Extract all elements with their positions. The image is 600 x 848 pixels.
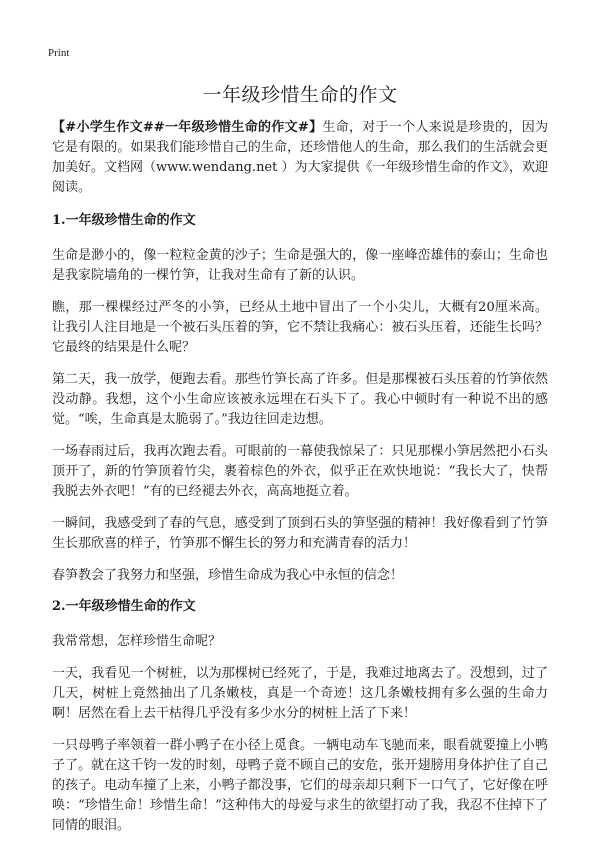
intro-tag: 【#小学生作文##一年级珍惜生命的作文#】 bbox=[52, 120, 323, 135]
paragraph: 春笋教会了我努力和坚强，珍惜生命成为我心中永恒的信念！ bbox=[52, 568, 404, 583]
section-heading: 2.一年级珍惜生命的作文 bbox=[52, 599, 196, 614]
section-2 bbox=[52, 598, 548, 836]
paragraph: 一瞬间，我感受到了春的气息，感受到了顶到石头的笋坚强的精神！我好像看到了竹笋生长那欣喜的样子，竹笋那不懈生长的努力和充满青春的活力！ bbox=[52, 516, 548, 551]
paragraph: 一只母鸭子率领着一群小鸭子在小径上觅食。一辆电动车飞驰而来，眼看就要撞上小鸭子了。就在这千钧一发的时刻，母鸭子竟不顾自己的安危，张开翅膀用身体护住了自己的孩子。电动车撞了上来，小鸭子都没事，它们的母亲却只剩下一口气了，它好像在呼唤：“珍惜生命！珍惜生命！”这种伟大的母爱与求生的欲望打动了我，我忍不住掉下了同情的眼泪。 bbox=[52, 738, 548, 833]
intro-paragraph bbox=[52, 118, 548, 198]
section-heading: 1.一年级珍惜生命的作文 bbox=[52, 213, 196, 228]
page-title: 一年级珍惜生命的作文 bbox=[202, 84, 398, 106]
section-1 bbox=[52, 212, 548, 586]
paragraph: 我常常想，怎样珍惜生命呢？ bbox=[52, 634, 222, 649]
print-link[interactable]: Print bbox=[48, 47, 70, 59]
article-body bbox=[52, 118, 548, 848]
paragraph: 生命是渺小的，像一粒粒金黄的沙子；生命是强大的，像一座峰峦雄伟的泰山；生命也是我家院墙角的一棵竹笋，让我对生命有了新的认识。 bbox=[52, 248, 548, 283]
paragraph: 第二天，我一放学，便跑去看。那些竹笋长高了许多。但是那棵被石头压着的竹笋依然没动静。我想，这个小生命应该被永远埋在石头下了。我心中顿时有一种说不出的感觉。“唉，生命真是太脆弱了。”我边往回走边想。 bbox=[52, 372, 548, 427]
paragraph: 瞧，那一棵棵经过严冬的小笋，已经从土地中冒出了一个小尖儿，大概有20厘米高。让我引人注目地是一个被石头压着的笋，它不禁让我痛心：被石头压着，还能生长吗？它最终的结果是什么呢？ bbox=[52, 300, 548, 355]
paragraph: 一场春雨过后，我再次跑去看。可眼前的一幕使我惊呆了：只见那棵小笋居然把小石头顶开了，新的竹笋顶着竹尖，裹着棕色的外衣，似乎正在欢快地说：“我长大了，快帮我脱去外衣吧！”有的已经褪去外衣，高高地挺立着。 bbox=[52, 444, 548, 499]
paragraph: 一天，我看见一个树桩，以为那棵树已经死了，于是，我难过地离去了。没想到，过了几天，树桩上竟然抽出了几条嫩枝，真是一个奇迹！这几条嫩枝拥有多么强的生命力啊！居然在看上去干枯得几乎没有多少水分的树桩上活了下来！ bbox=[52, 666, 548, 721]
intro-text: 生命，对于一个人来说是珍贵的，因为它是有限的。如果我们能珍惜自己的生命，还珍惜他人的生命，那么我们的生活就会更加美好。文档网（www.wendang.net ）为大家提供《一年级珍惜生命的作文》，欢迎阅读。 bbox=[52, 120, 548, 195]
